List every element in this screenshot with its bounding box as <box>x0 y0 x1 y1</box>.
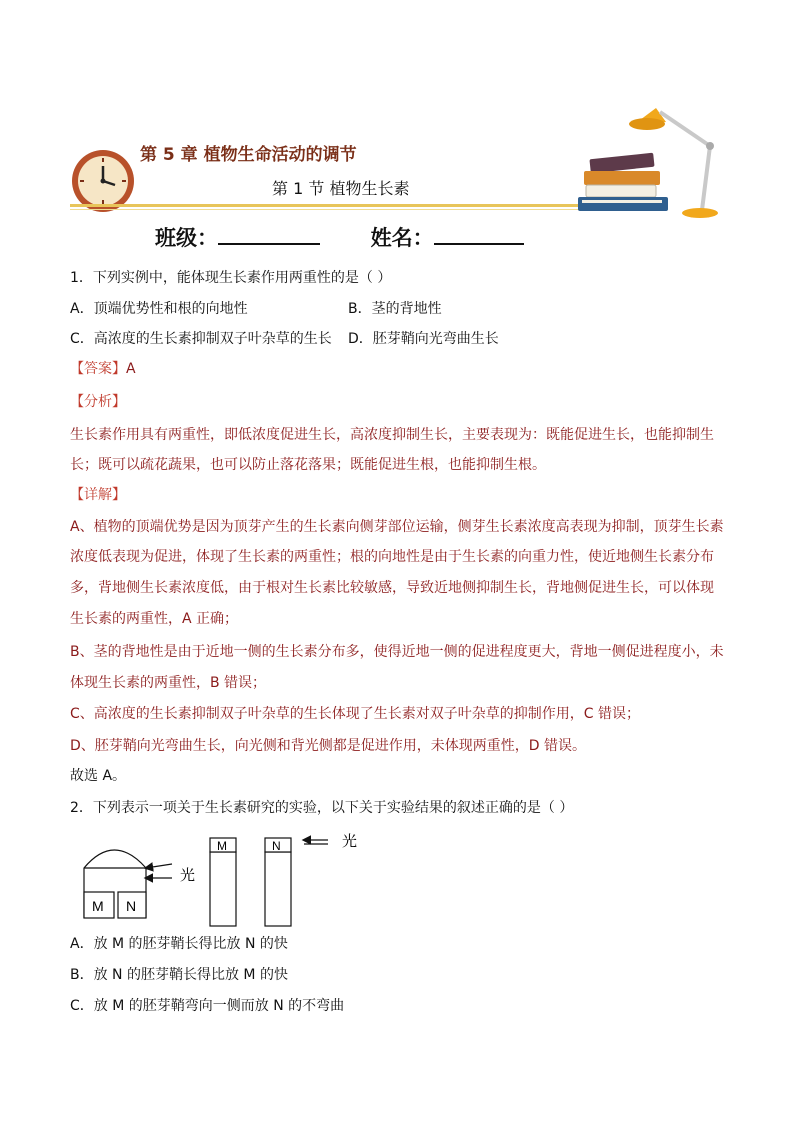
class-blank[interactable] <box>218 225 320 245</box>
analysis-line: 生长素作用具有两重性，即低浓度促进生长，高浓度抑制生长，主要表现为：既能促进生长，也能抑制生 <box>70 427 714 443</box>
detail-line: B、茎的背地性是由于近地一侧的生长素分布多，使得近地一侧的促进程度更大，背地一侧促进程度小，未 <box>70 644 724 660</box>
q2-stem: 2．下列表示一项关于生长素研究的实验，以下关于实验结果的叙述正确的是（ ） <box>70 800 574 816</box>
detail-line: 浓度低表现为促进，体现了生长素的两重性；根的向地性是由于生长素的向重力性，使近地侧生长素分布 <box>70 549 714 565</box>
q1-option-b: B．茎的背地性 <box>348 301 442 317</box>
header-rule-thin <box>70 209 655 210</box>
name-label: 姓名： <box>370 226 434 250</box>
light-label: 光 <box>180 866 196 884</box>
light-arrow <box>146 864 172 868</box>
q1-option-c: C．高浓度的生长素抑制双子叶杂草的生长 <box>70 331 332 347</box>
q1-conclusion: 故选 A。 <box>70 768 127 784</box>
q2-option-a: A．放 M 的胚芽鞘长得比放 N 的快 <box>70 936 288 952</box>
section-title: 第 1 节 植物生长素 <box>272 179 410 198</box>
q1-stem: 1．下列实例中，能体现生长素作用两重性的是（ ） <box>70 270 392 286</box>
chapter-title: 第 5 章 植物生命活动的调节 <box>140 145 357 165</box>
q1-option-a: A．顶端优势性和根的向地性 <box>70 301 248 317</box>
detail-line: A、植物的顶端优势是因为顶芽产生的生长素向侧芽部位运输，侧芽生长素浓度高表现为抑制，顶芽生长素 <box>70 519 724 535</box>
answer-value: A <box>126 361 136 377</box>
q2-option-c: C．放 M 的胚芽鞘弯向一侧而放 N 的不弯曲 <box>70 998 345 1014</box>
analysis-line: 长；既可以疏花蔬果，也可以防止落花落果；既能促进生根，也能抑制生根。 <box>70 457 546 473</box>
class-label: 班级： <box>155 226 218 250</box>
detail-line: 多，背地侧生长素浓度低，由于根对生长素比较敏感，导致近地侧抑制生长，背地侧促进生长，可以体现 <box>70 580 714 596</box>
detail-line: 体现生长素的两重性，B 错误； <box>70 675 267 691</box>
light-label: 光 <box>342 832 358 850</box>
answer-tag: 【答案】 <box>70 361 126 377</box>
label-m: M <box>92 898 104 914</box>
class-name-line <box>155 222 524 252</box>
label-m: M <box>217 839 227 853</box>
coleoptile-n <box>265 852 291 926</box>
detail-line: C、高浓度的生长素抑制双子叶杂草的生长体现了生长素对双子叶杂草的抑制作用，C 错误； <box>70 706 640 722</box>
label-n: N <box>126 898 137 914</box>
detail-line: D、胚芽鞘向光弯曲生长，向光侧和背光侧都是促进作用，未体现两重性，D 错误。 <box>70 738 587 754</box>
q1-answer <box>70 359 136 379</box>
name-blank[interactable] <box>434 225 524 245</box>
experiment-figure <box>80 826 380 928</box>
coleoptile-m <box>210 852 236 926</box>
detail-tag: 【详解】 <box>70 487 126 503</box>
detail-line: 生长素的两重性，A 正确； <box>70 611 239 627</box>
books-lamp-illustration <box>574 96 724 220</box>
q2-option-b: B．放 N 的胚芽鞘长得比放 M 的快 <box>70 967 288 983</box>
header-rule <box>70 204 655 207</box>
q1-option-d: D．胚芽鞘向光弯曲生长 <box>348 331 499 347</box>
label-n: N <box>272 839 281 853</box>
analysis-tag: 【分析】 <box>70 394 126 410</box>
